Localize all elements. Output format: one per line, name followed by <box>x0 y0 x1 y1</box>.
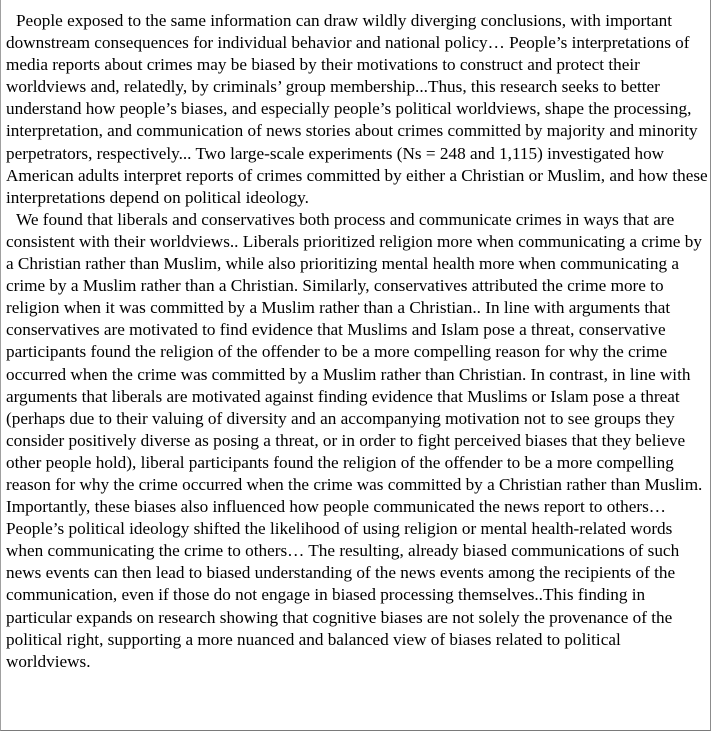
paragraph-2: We found that liberals and conservatives both process and communicate crimes in ways that are consistent with their worldviews.. Liberals prioritized religion more when communicating a crime by a Christian rather than Muslim, while also prioritizing mental health more when communicating a crime by a Muslim rather than a Christian. Similarly, conservatives attributed the crime more to religion when it was committed by a Muslim rather than a Christian.. In line with arguments that conservatives are motivated to find evidence that Muslims and Islam pose a threat, conservative participants found the religion of the offender to be a more compelling reason for why the crime occurred when the crime was committed by a Muslim rather than Christian. In contrast, in line with arguments that liberals are motivated against finding evidence that Muslims or Islam pose a threat (perhaps due to their valuing of diversity and an accompanying motivation not to see groups they consider positively diverse as posing a threat, or in order to fight perceived biases that they believe other people hold), liberal participants found the religion of the offender to be a more compelling reason for why the crime occurred when the crime was committed by a Christian rather than Muslim. Importantly, these biases also influenced how people communicated the news report to others…People’s political ideology shifted the likelihood of using religion or mental health-related words when communicating the crime to others… The resulting, already biased communications of such news events can then lead to biased understanding of the news events among the recipients of the communication, even if those do not engage in biased processing themselves..This finding in particular expands on research showing that cognitive biases are not solely the provenance of the political right, supporting a more nuanced and balanced view of biases related to political worldviews. <box>6 209 703 671</box>
document-body <box>6 10 708 673</box>
paragraph-1: People exposed to the same information can draw wildly diverging conclusions, with important downstream consequences for individual behavior and national policy… People’s interpretations of media reports about crimes may be biased by their motivations to construct and protect their worldviews and, relatedly, by criminals’ group membership...Thus, this research seeks to better understand how people’s biases, and especially people’s political worldviews, shape the processing, interpretation, and communication of news stories about crimes committed by majority and minority perpetrators, respectively... Two large-scale experiments (Ns = 248 and 1,115) investigated how American adults interpret reports of crimes committed by either a Christian or Muslim, and how these interpretations depend on political ideology. <box>6 11 708 207</box>
